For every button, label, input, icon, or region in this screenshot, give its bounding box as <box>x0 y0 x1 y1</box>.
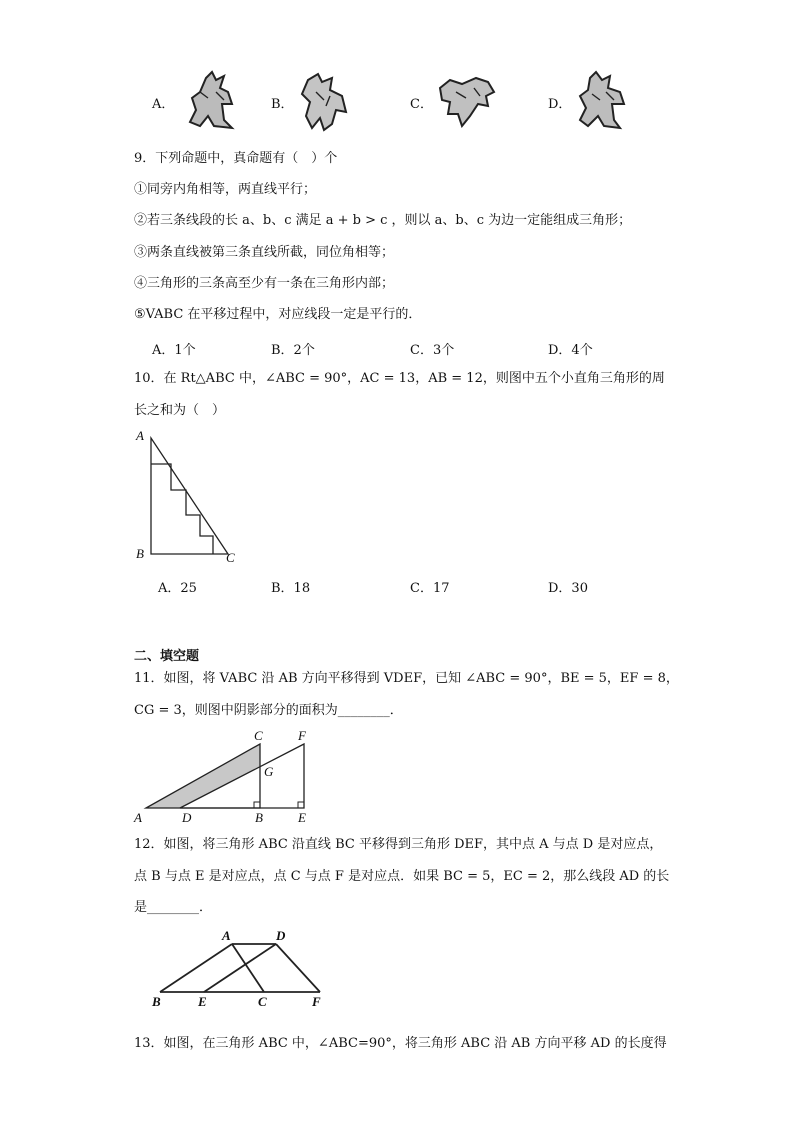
q9-stem: 9．下列命题中，真命题有（ ）个 <box>134 151 338 166</box>
q12-label-d: D <box>276 928 286 943</box>
q12-label-c: C <box>258 994 267 1009</box>
q9-option-d: D．4个 <box>548 343 593 358</box>
q10-option-a: A．25 <box>158 581 197 596</box>
q11-label-d: D <box>182 810 192 825</box>
q12-label-f: F <box>312 994 321 1009</box>
q8-option-a-label: A． <box>152 97 175 112</box>
q10-option-c: C．17 <box>410 581 450 596</box>
q8-option-b-label: B． <box>271 97 294 112</box>
q8-option-b-figure <box>296 70 352 136</box>
q9-item-5: ⑤VABC 在平移过程中，对应线段一定是平行的． <box>134 307 422 322</box>
q11-line2: CG = 3，则图中阴影部分的面积为________． <box>134 703 403 718</box>
q11-label-c: C <box>254 728 263 743</box>
q10-option-d: D．30 <box>548 581 588 596</box>
q10-label-a: A <box>136 428 144 443</box>
q11-label-e: E <box>298 810 306 825</box>
q11-label-f: F <box>298 728 306 743</box>
q13-line1: 13．如图，在三角形 ABC 中，∠ABC=90°，将三角形 ABC 沿 AB 方向平移 AD 的长度得 <box>134 1036 667 1051</box>
q9-item-3: ③两条直线被第三条直线所截，同位角相等； <box>134 245 395 260</box>
q12-label-e: E <box>198 994 207 1009</box>
q8-option-d-label: D． <box>548 97 572 112</box>
q12-figure <box>140 926 340 1010</box>
q8-option-c-figure <box>436 74 496 134</box>
q10-stem-line1: 10．在 Rt△ABC 中，∠ABC = 90°，AC = 13，AB = 12，则图中五个小直角三角形的周 <box>134 371 665 386</box>
q9-item-1: ①同旁内角相等，两直线平行； <box>134 182 317 197</box>
q12-label-a: A <box>222 928 231 943</box>
q11-line1: 11．如图，将 VABC 沿 AB 方向平移得到 VDEF，已知 ∠ABC = 90°，BE = 5，EF = 8， <box>134 671 679 686</box>
q10-figure <box>130 426 250 566</box>
q8-option-a-figure <box>186 70 240 136</box>
q12-label-b: B <box>152 994 161 1009</box>
q10-label-c: C <box>226 550 235 565</box>
q11-figure <box>130 726 330 826</box>
q9-item-2: ②若三条线段的长 a、b、c 满足 a + b > c ，则以 a、b、c 为边一定能组成三角形； <box>134 213 632 228</box>
q9-option-c: C．3个 <box>410 343 455 358</box>
q11-label-b: B <box>255 810 263 825</box>
q12-line3: 是________． <box>134 900 213 915</box>
q8-option-c-label: C． <box>410 97 433 112</box>
q12-line2: 点 B 与点 E 是对应点，点 C 与点 F 是对应点．如果 BC = 5，EC = 2，那么线段 AD 的长 <box>134 869 670 884</box>
q10-stem-line2: 长之和为（ ） <box>134 403 226 418</box>
q9-option-a: A．1个 <box>152 343 196 358</box>
q10-option-b: B．18 <box>271 581 311 596</box>
section-title-fill-in: 二、填空题 <box>134 649 200 664</box>
q8-option-d-figure <box>574 70 630 136</box>
q12-line1: 12．如图，将三角形 ABC 沿直线 BC 平移得到三角形 DEF，其中点 A 与点 D 是对应点， <box>134 837 663 852</box>
q9-option-b: B．2个 <box>271 343 315 358</box>
q10-label-b: B <box>136 546 144 561</box>
q9-item-4: ④三角形的三条高至少有一条在三角形内部； <box>134 276 395 291</box>
q11-label-g: G <box>264 764 274 779</box>
q11-label-a: A <box>134 810 142 825</box>
